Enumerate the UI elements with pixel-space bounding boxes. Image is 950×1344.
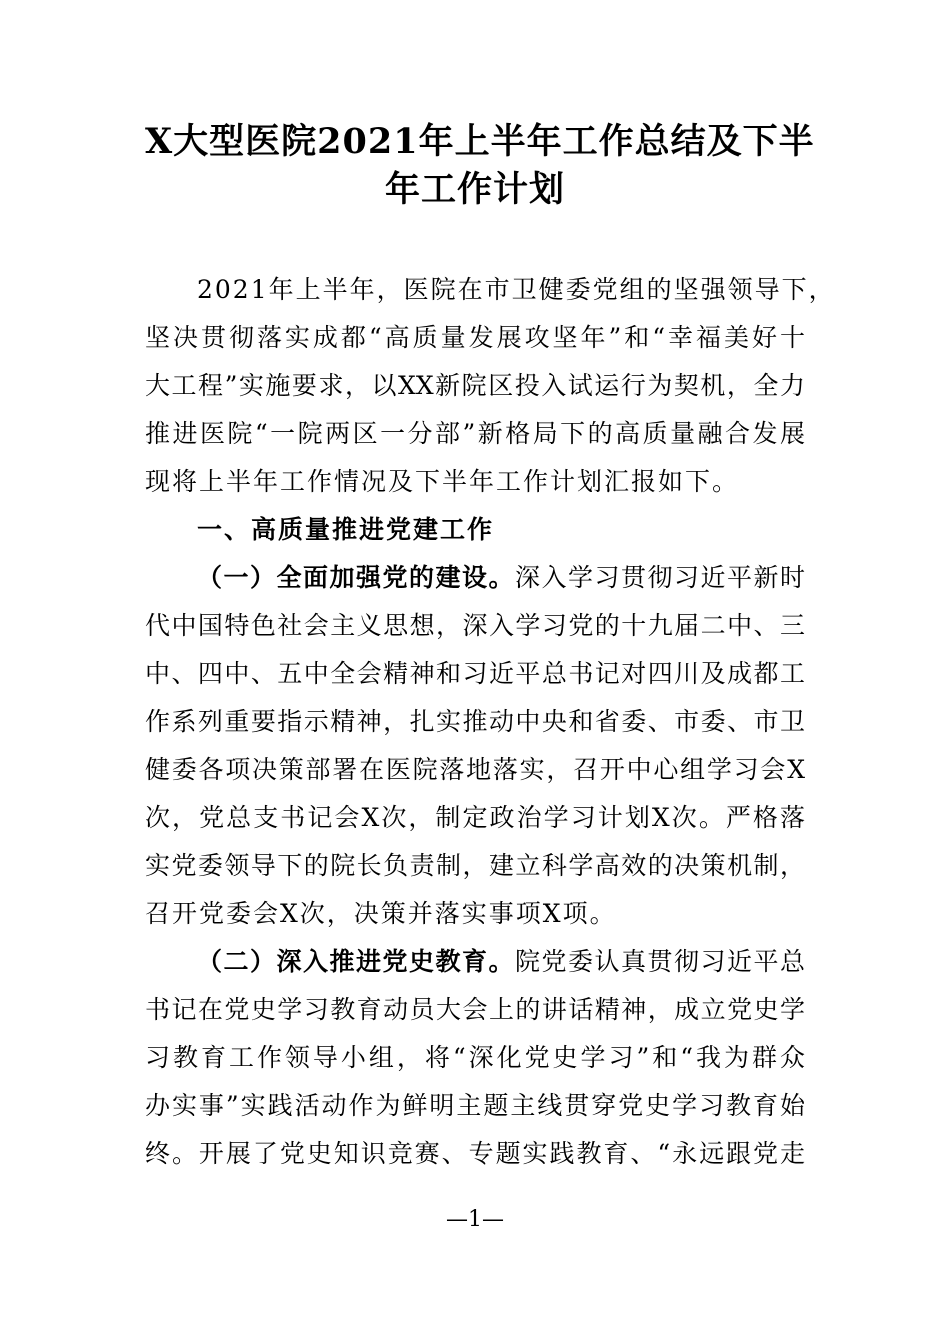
part-2-first-line-text: 院党委认真贯彻习近平总	[514, 947, 805, 976]
intro-line-3: 大工程”实施要求，以XX新院区投入试运行为契机，全力	[145, 371, 805, 400]
part-1-line: 召开党委会X次，决策并落实事项X项。	[145, 899, 617, 928]
document-title-line-2: 年工作计划	[384, 169, 565, 210]
intro-line-5: 现将上半年工作情况及下半年工作计划汇报如下。	[145, 467, 740, 496]
section-1-heading: 一、高质量推进党建工作	[197, 515, 495, 544]
document-title-line-1: X大型医院2021年上半年工作总结及下半	[145, 121, 815, 162]
intro-line-1: 2021年上半年，医院在市卫健委党组的坚强领导下，	[197, 275, 836, 304]
part-1-line: 实党委领导下的院长负责制，建立科学高效的决策机制，	[145, 851, 805, 880]
part-2-heading: （二）深入推进党史教育。	[197, 947, 515, 976]
page-number: —1—	[446, 1207, 504, 1232]
part-1-line: 代中国特色社会主义思想，深入学习党的十九届二中、三	[145, 611, 805, 640]
part-1-first-line	[197, 554, 805, 602]
part-2-line: 终。开展了党史知识竞赛、专题实践教育、“永远跟党走	[145, 1139, 805, 1168]
part-1-line: 作系列重要指示精神，扎实推动中央和省委、市委、市卫	[145, 707, 805, 736]
part-1-line: 次，党总支书记会X次，制定政治学习计划X次。严格落	[145, 803, 805, 832]
part-1-heading: （一）全面加强党的建设。	[197, 563, 515, 592]
part-1-line: 中、四中、五中全会精神和习近平总书记对四川及成都工	[145, 659, 805, 688]
part-2-first-line	[197, 938, 805, 986]
intro-line-2: 坚决贯彻落实成都“高质量发展攻坚年”和“幸福美好十	[145, 323, 805, 352]
intro-line-4: 推进医院“一院两区一分部”新格局下的高质量融合发展	[145, 419, 805, 448]
part-1-line: 健委各项决策部署在医院落地落实，召开中心组学习会X	[145, 755, 805, 784]
part-2-line: 习教育工作领导小组，将“深化党史学习”和“我为群众	[145, 1043, 805, 1072]
part-2-line: 书记在党史学习教育动员大会上的讲话精神，成立党史学	[145, 995, 805, 1024]
part-1-first-line-text: 深入学习贯彻习近平新时	[514, 563, 805, 592]
part-2-line: 办实事”实践活动作为鲜明主题主线贯穿党史学习教育始	[145, 1091, 805, 1120]
